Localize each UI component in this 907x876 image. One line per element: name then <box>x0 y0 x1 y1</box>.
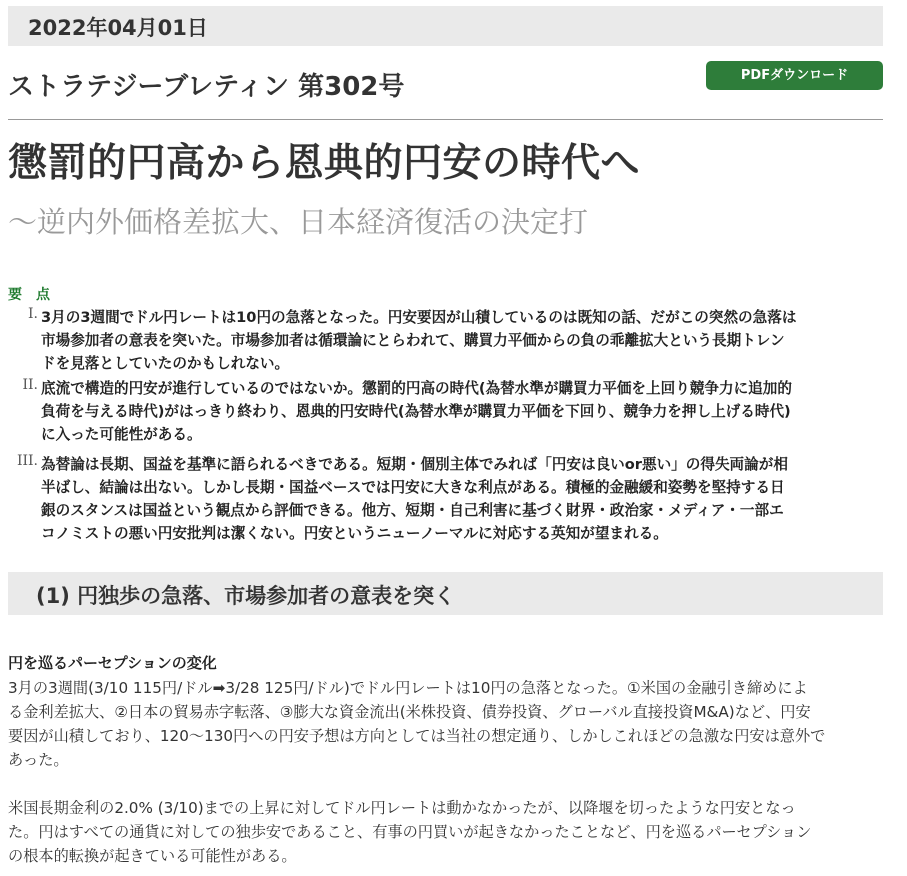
text-line: 底流で構造的円安が進行しているのではないか。懲罰的円高の時代(為替水準が購買力平価を上回り競争力に追加的 <box>41 380 792 397</box>
text-line: 銀のスタンスは国益という観点から評価できる。他方、短期・自己利害に基づく財界・政治家・メディア・一部エ <box>41 502 784 519</box>
paragraph-1 <box>8 676 886 772</box>
key-point-text <box>41 453 885 545</box>
section-heading-bar <box>8 572 883 615</box>
text-line: 3月の3週間でドル円レートは10円の急落となった。円安要因が山積しているのは既知の話、だがこの突然の急落は <box>41 309 797 326</box>
text-line: コノミストの悪い円安批判は潔くない。円安というニューノーマルに対応する英知が望まれる。 <box>41 525 668 542</box>
key-point-text <box>41 306 885 375</box>
text-line: た。円はすべての通貨に対しての独歩安であること、有事の円買いが起きなかったことなど、円を巡るパーセプション <box>8 823 812 841</box>
text-line: あった。 <box>8 751 69 769</box>
text-line: ドを見落としていたのかもしれない。 <box>41 355 290 372</box>
publish-date: 2022年04月01日 <box>28 16 208 40</box>
series-title: ストラテジーブレティン 第302号 <box>8 72 405 102</box>
header-divider <box>8 119 883 120</box>
key-point-number: III. <box>16 453 38 469</box>
text-line: 為替論は長期、国益を基準に語られるべきである。短期・個別主体でみれば「円安は良いor悪い」の得失両論が相 <box>41 456 788 473</box>
article-title: 懲罰的円高から恩典的円安の時代へ <box>8 141 641 186</box>
key-points-label: 要点 <box>8 287 64 303</box>
section-heading: (1) 円独歩の急落、市場参加者の意表を突く <box>36 584 456 608</box>
article-subtitle: ～逆内外価格差拡大、日本経済復活の決定打 <box>8 205 589 239</box>
date-bar <box>8 6 883 46</box>
key-point-text <box>41 377 885 446</box>
text-line: 要因が山積しており、120～130円への円安予想は方向としては当社の想定通り、しかしこれほどの急激な円安は意外で <box>8 727 826 745</box>
key-point-number: II. <box>22 377 38 393</box>
key-point-number: I. <box>28 306 38 322</box>
text-line: 市場参加者の意表を突いた。市場参加者は循環論にとらわれて、購買力平価からの負の乖離拡大という長期トレン <box>41 332 785 349</box>
text-line: の根本的転換が起きている可能性がある。 <box>8 847 297 865</box>
sub-heading: 円を巡るパーセプションの変化 <box>8 654 217 672</box>
text-line: に入った可能性がある。 <box>41 426 202 443</box>
text-line: 半ばし、結論は出ない。しかし長期・国益ベースでは円安に大きな利点がある。積極的金融緩和姿勢を堅持する日 <box>41 479 785 496</box>
pdf-download-button[interactable]: PDFダウンロード <box>706 61 883 90</box>
text-line: 負荷を与える時代)がはっきり終わり、恩典的円安時代(為替水準が購買力平価を下回り、競争力を押し上げる時代) <box>41 403 791 420</box>
text-line: る金利差拡大、②日本の貿易赤字転落、③膨大な資金流出(米株投資、債券投資、グローバル直接投資M&A)など、円安 <box>8 703 811 721</box>
text-line: 米国長期金利の2.0% (3/10)までの上昇に対してドル円レートは動かなかったが、以降堰を切ったような円安となっ <box>8 799 796 817</box>
paragraph-2 <box>8 796 886 868</box>
text-line: 3月の3週間(3/10 115円/ドル➡3/28 125円/ドル)でドル円レートは10円の急落となった。①米国の金融引き締めによ <box>8 679 808 697</box>
